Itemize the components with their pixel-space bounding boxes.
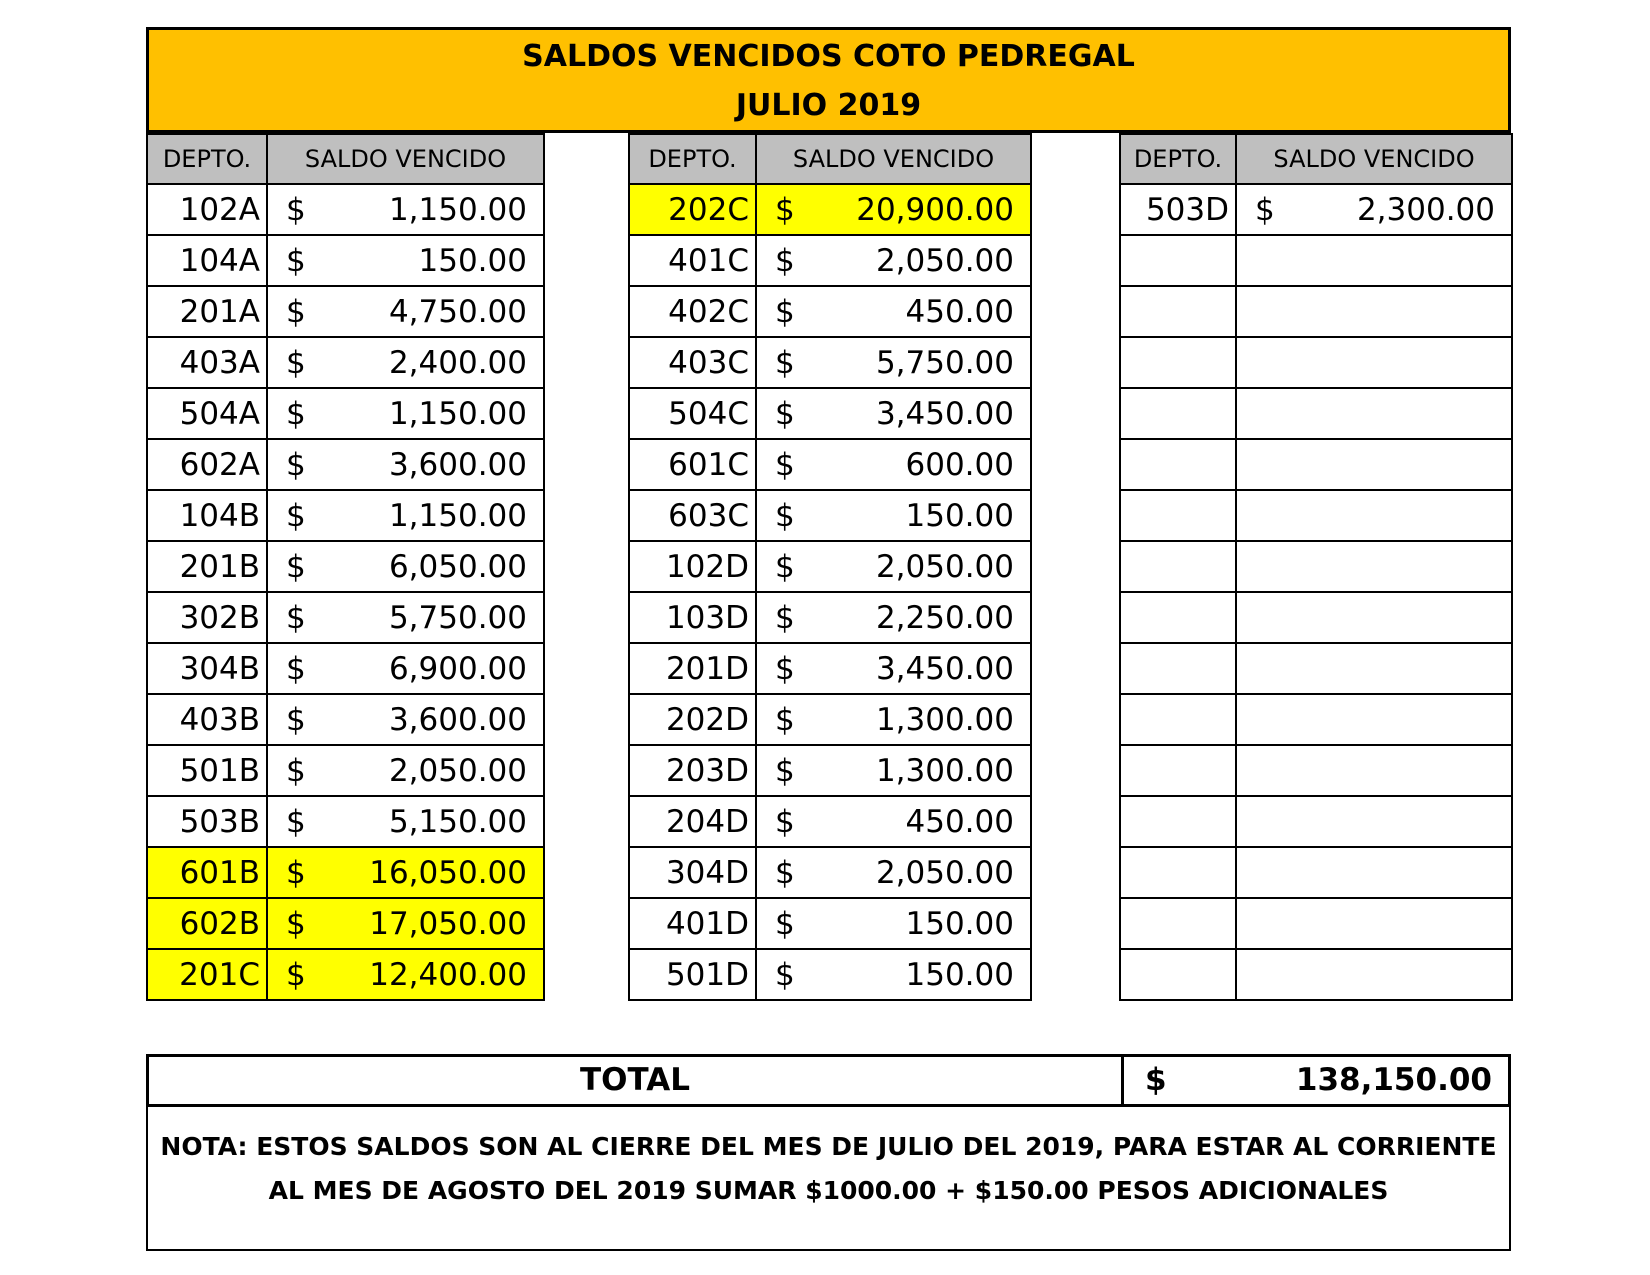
depto-cell: 203D: [629, 745, 756, 796]
saldo-cell: [756, 949, 1031, 1000]
amount-value: 5,750.00: [388, 599, 527, 636]
currency-symbol: $: [775, 548, 795, 585]
saldo-cell: [756, 541, 1031, 592]
saldo-cell: [1236, 490, 1512, 541]
saldo-cell: [1236, 184, 1512, 235]
currency-symbol: $: [286, 242, 306, 279]
table-row: [629, 388, 1031, 439]
saldo-cell: [1236, 847, 1512, 898]
table-header-row: [1120, 134, 1512, 184]
saldo-cell: [267, 898, 544, 949]
table-header-row: [629, 134, 1031, 184]
depto-cell: 401C: [629, 235, 756, 286]
depto-cell: 202C: [629, 184, 756, 235]
depto-cell: [1120, 643, 1236, 694]
amount-value: 1,300.00: [875, 701, 1014, 738]
currency-symbol: $: [286, 344, 306, 381]
currency-symbol: $: [775, 650, 795, 687]
total-amount: 138,150.00: [1295, 1062, 1492, 1098]
table-row: [629, 694, 1031, 745]
amount-value: 2,250.00: [875, 599, 1014, 636]
table-row: [1120, 643, 1512, 694]
header-saldo: SALDO VENCIDO: [756, 134, 1031, 184]
saldo-cell: [756, 286, 1031, 337]
saldo-cell: [267, 541, 544, 592]
amount-value: 1,150.00: [388, 191, 527, 228]
currency-symbol: $: [286, 191, 306, 228]
total-label: TOTAL: [149, 1057, 1124, 1104]
amount-value: 6,050.00: [388, 548, 527, 585]
saldo-cell: [756, 388, 1031, 439]
amount-value: 3,450.00: [875, 650, 1014, 687]
header-saldo: SALDO VENCIDO: [1236, 134, 1512, 184]
amount-value: 16,050.00: [369, 854, 527, 891]
currency-symbol: $: [775, 242, 795, 279]
depto-cell: [1120, 898, 1236, 949]
currency-symbol: $: [775, 803, 795, 840]
depto-cell: 504A: [147, 388, 267, 439]
saldo-cell: [756, 643, 1031, 694]
table-row: [629, 745, 1031, 796]
amount-value: 150.00: [905, 497, 1014, 534]
saldo-cell: [267, 796, 544, 847]
header-depto: DEPTO.: [147, 134, 267, 184]
table-row: [147, 847, 544, 898]
currency-symbol: $: [775, 701, 795, 738]
saldo-cell: [756, 439, 1031, 490]
saldo-cell: [756, 490, 1031, 541]
amount-value: 2,400.00: [388, 344, 527, 381]
saldo-cell: [267, 643, 544, 694]
saldo-cell: [1236, 337, 1512, 388]
table-row: [629, 286, 1031, 337]
currency-symbol: $: [286, 803, 306, 840]
table-row: [1120, 439, 1512, 490]
saldo-cell: [267, 439, 544, 490]
table-row: [1120, 949, 1512, 1000]
balances-table-3: [1119, 133, 1513, 1001]
saldo-cell: [267, 949, 544, 1000]
table-row: [629, 847, 1031, 898]
depto-cell: 601C: [629, 439, 756, 490]
depto-cell: 601B: [147, 847, 267, 898]
amount-value: 150.00: [418, 242, 527, 279]
depto-cell: [1120, 745, 1236, 796]
depto-cell: [1120, 286, 1236, 337]
table-row: [1120, 847, 1512, 898]
depto-cell: 403A: [147, 337, 267, 388]
saldo-cell: [756, 796, 1031, 847]
amount-value: 2,050.00: [875, 854, 1014, 891]
currency-symbol: $: [775, 497, 795, 534]
depto-cell: 102D: [629, 541, 756, 592]
depto-cell: 503B: [147, 796, 267, 847]
amount-value: 3,600.00: [388, 446, 527, 483]
table-row: [147, 541, 544, 592]
currency-symbol: $: [286, 854, 306, 891]
depto-cell: 102A: [147, 184, 267, 235]
saldo-cell: [267, 694, 544, 745]
saldo-cell: [267, 490, 544, 541]
table-row: [147, 949, 544, 1000]
depto-cell: 501B: [147, 745, 267, 796]
saldo-cell: [756, 847, 1031, 898]
saldo-cell: [1236, 745, 1512, 796]
depto-cell: 204D: [629, 796, 756, 847]
total-row: [146, 1054, 1511, 1107]
table-row: [629, 490, 1031, 541]
saldo-cell: [1236, 235, 1512, 286]
saldo-cell: [1236, 949, 1512, 1000]
saldo-cell: [756, 235, 1031, 286]
balances-table-1: [146, 133, 545, 1001]
saldo-cell: [267, 847, 544, 898]
depto-cell: [1120, 796, 1236, 847]
note-line-1: NOTA: ESTOS SALDOS SON AL CIERRE DEL MES DE JULIO DEL 2019, PARA ESTAR AL CORRIENTE: [160, 1132, 1497, 1161]
amount-value: 450.00: [905, 803, 1014, 840]
header-depto: DEPTO.: [1120, 134, 1236, 184]
currency-symbol: $: [286, 548, 306, 585]
table-row: [147, 235, 544, 286]
depto-cell: 503D: [1120, 184, 1236, 235]
depto-cell: 103D: [629, 592, 756, 643]
depto-cell: [1120, 592, 1236, 643]
depto-cell: 602B: [147, 898, 267, 949]
depto-cell: [1120, 235, 1236, 286]
table-row: [629, 439, 1031, 490]
saldo-cell: [267, 745, 544, 796]
amount-value: 150.00: [905, 905, 1014, 942]
amount-value: 450.00: [905, 293, 1014, 330]
amount-value: 4,750.00: [388, 293, 527, 330]
saldo-cell: [756, 184, 1031, 235]
depto-cell: 201B: [147, 541, 267, 592]
table-row: [1120, 184, 1512, 235]
depto-cell: [1120, 388, 1236, 439]
note-box: [146, 1107, 1511, 1251]
currency-symbol: $: [286, 497, 306, 534]
depto-cell: 304D: [629, 847, 756, 898]
header-saldo: SALDO VENCIDO: [267, 134, 544, 184]
saldo-cell: [1236, 286, 1512, 337]
amount-value: 3,600.00: [388, 701, 527, 738]
table-row: [629, 796, 1031, 847]
depto-cell: [1120, 439, 1236, 490]
amount-value: 20,900.00: [856, 191, 1014, 228]
report-period: JULIO 2019: [735, 88, 922, 123]
table-row: [629, 235, 1031, 286]
table-row: [629, 592, 1031, 643]
saldo-cell: [267, 286, 544, 337]
header-depto: DEPTO.: [629, 134, 756, 184]
depto-cell: 202D: [629, 694, 756, 745]
saldo-cell: [756, 898, 1031, 949]
table-row: [147, 898, 544, 949]
table-row: [147, 694, 544, 745]
amount-value: 2,300.00: [1356, 191, 1495, 228]
report-title: SALDOS VENCIDOS COTO PEDREGAL: [522, 39, 1135, 74]
saldo-cell: [267, 184, 544, 235]
depto-cell: 104B: [147, 490, 267, 541]
total-currency-symbol: $: [1145, 1062, 1167, 1098]
depto-cell: 603C: [629, 490, 756, 541]
depto-cell: [1120, 949, 1236, 1000]
amount-value: 12,400.00: [369, 956, 527, 993]
depto-cell: [1120, 490, 1236, 541]
depto-cell: 501D: [629, 949, 756, 1000]
table-row: [1120, 694, 1512, 745]
saldo-cell: [1236, 643, 1512, 694]
table-row: [147, 796, 544, 847]
saldo-cell: [267, 592, 544, 643]
currency-symbol: $: [1255, 191, 1275, 228]
amount-value: 1,150.00: [388, 497, 527, 534]
table-row: [147, 388, 544, 439]
table-row: [629, 541, 1031, 592]
currency-symbol: $: [775, 446, 795, 483]
currency-symbol: $: [775, 293, 795, 330]
currency-symbol: $: [775, 344, 795, 381]
table-row: [629, 949, 1031, 1000]
saldo-cell: [1236, 541, 1512, 592]
currency-symbol: $: [775, 191, 795, 228]
depto-cell: [1120, 847, 1236, 898]
depto-cell: 504C: [629, 388, 756, 439]
table-row: [147, 643, 544, 694]
table-row: [1120, 745, 1512, 796]
depto-cell: 401D: [629, 898, 756, 949]
amount-value: 6,900.00: [388, 650, 527, 687]
currency-symbol: $: [286, 650, 306, 687]
report-title-banner: [146, 27, 1511, 133]
amount-value: 5,750.00: [875, 344, 1014, 381]
table-row: [629, 898, 1031, 949]
depto-cell: 403C: [629, 337, 756, 388]
table-row: [1120, 490, 1512, 541]
table-row: [147, 745, 544, 796]
table-row: [147, 439, 544, 490]
saldo-cell: [1236, 898, 1512, 949]
table-row: [147, 286, 544, 337]
table-row: [1120, 541, 1512, 592]
saldo-cell: [267, 235, 544, 286]
amount-value: 2,050.00: [875, 242, 1014, 279]
amount-value: 1,300.00: [875, 752, 1014, 789]
saldo-cell: [1236, 592, 1512, 643]
table-row: [629, 337, 1031, 388]
amount-value: 150.00: [905, 956, 1014, 993]
saldo-cell: [1236, 796, 1512, 847]
table-row: [1120, 796, 1512, 847]
table-row: [629, 184, 1031, 235]
table-row: [147, 592, 544, 643]
saldo-cell: [267, 337, 544, 388]
depto-cell: 402C: [629, 286, 756, 337]
currency-symbol: $: [775, 599, 795, 636]
table-row: [1120, 388, 1512, 439]
currency-symbol: $: [775, 395, 795, 432]
currency-symbol: $: [775, 854, 795, 891]
depto-cell: 302B: [147, 592, 267, 643]
currency-symbol: $: [286, 395, 306, 432]
saldo-cell: [1236, 388, 1512, 439]
table-row: [1120, 235, 1512, 286]
depto-cell: [1120, 337, 1236, 388]
amount-value: 2,050.00: [388, 752, 527, 789]
depto-cell: 201D: [629, 643, 756, 694]
table-row: [147, 490, 544, 541]
depto-cell: 602A: [147, 439, 267, 490]
table-row: [1120, 592, 1512, 643]
amount-value: 1,150.00: [388, 395, 527, 432]
currency-symbol: $: [286, 446, 306, 483]
depto-cell: [1120, 541, 1236, 592]
table-row: [1120, 898, 1512, 949]
depto-cell: [1120, 694, 1236, 745]
saldo-cell: [756, 694, 1031, 745]
amount-value: 3,450.00: [875, 395, 1014, 432]
table-row: [147, 184, 544, 235]
currency-symbol: $: [286, 956, 306, 993]
currency-symbol: $: [286, 293, 306, 330]
table-row: [629, 643, 1031, 694]
currency-symbol: $: [775, 752, 795, 789]
currency-symbol: $: [775, 956, 795, 993]
table-row: [147, 337, 544, 388]
depto-cell: 403B: [147, 694, 267, 745]
saldo-cell: [756, 337, 1031, 388]
note-line-2: AL MES DE AGOSTO DEL 2019 SUMAR $1000.00 + $150.00 PESOS ADICIONALES: [268, 1176, 1389, 1205]
depto-cell: 201A: [147, 286, 267, 337]
balances-table-2: [628, 133, 1032, 1001]
saldo-cell: [756, 745, 1031, 796]
amount-value: 5,150.00: [388, 803, 527, 840]
depto-cell: 304B: [147, 643, 267, 694]
table-row: [1120, 337, 1512, 388]
depto-cell: 201C: [147, 949, 267, 1000]
currency-symbol: $: [286, 599, 306, 636]
saldo-cell: [756, 592, 1031, 643]
table-row: [1120, 286, 1512, 337]
currency-symbol: $: [286, 905, 306, 942]
amount-value: 17,050.00: [369, 905, 527, 942]
amount-value: 2,050.00: [875, 548, 1014, 585]
depto-cell: 104A: [147, 235, 267, 286]
saldo-cell: [1236, 439, 1512, 490]
currency-symbol: $: [286, 701, 306, 738]
saldo-cell: [1236, 694, 1512, 745]
currency-symbol: $: [286, 752, 306, 789]
table-header-row: [147, 134, 544, 184]
saldo-cell: [267, 388, 544, 439]
amount-value: 600.00: [905, 446, 1014, 483]
currency-symbol: $: [775, 905, 795, 942]
